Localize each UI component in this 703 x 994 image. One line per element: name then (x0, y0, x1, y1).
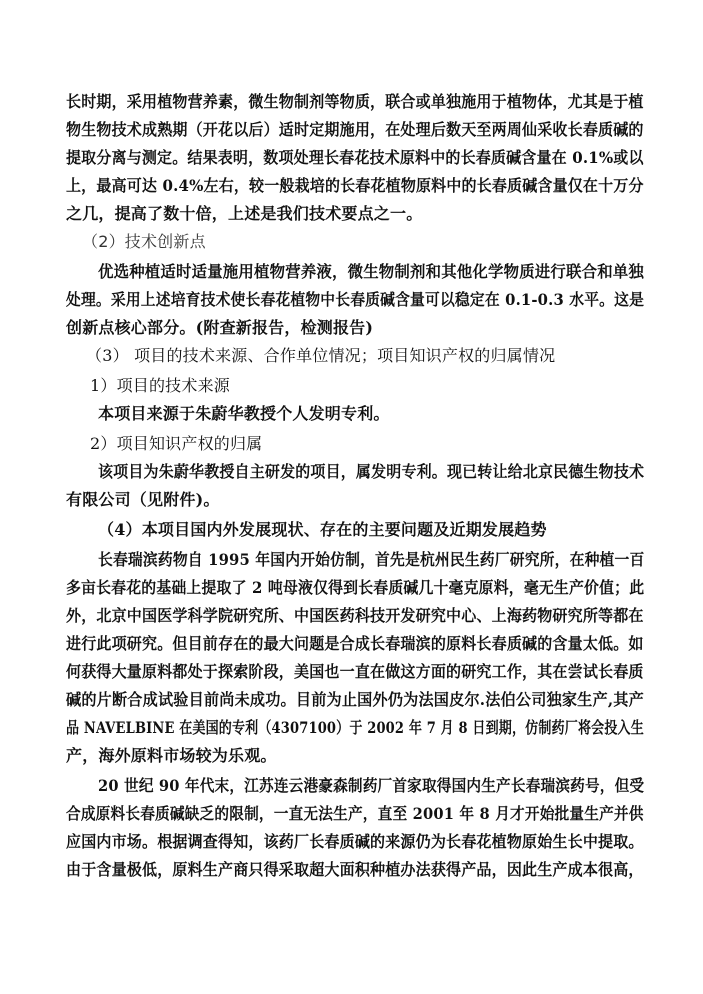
paragraph-line: 进行此项研究。但目前存在的最大问题是合成长春瑞滨的原料长春质碱的含量太低。如 (66, 634, 644, 653)
paragraph-line: 优选种植适时适量施用植物营养液，微生物制剂和其他化学物质进行联合和单独 (98, 262, 645, 281)
paragraph-line: 20 世纪 90 年代末，江苏连云港豪森制药厂首家取得国内生产长春瑞滨药号，但受 (98, 776, 645, 795)
paragraph-line: 之几，提高了数十倍，上述是我们技术要点之一。 (66, 204, 423, 223)
paragraph-line: 上，最高可达 0.4%左右，较一般栽培的长春花植物原料中的长春质碱含量仅在十万分 (66, 176, 644, 195)
paragraph-line: 多亩长春花的基础上提取了 2 吨母液仅得到长春质碱几十毫克原料，毫无生产价值；此 (66, 578, 645, 597)
paragraph-line: 该项目为朱蔚华教授自主研发的项目，属发明专利。现已转让给北京民德生物技术 (98, 462, 645, 481)
paragraph-line: 提取分离与测定。结果表明，数项处理长春花技术原料中的长春质碱含量在 0.1%或以 (66, 148, 644, 167)
paragraph-line: 由于含量极低，原料生产商只得采取超大面积种植办法获得产品，因此生产成本很高， (66, 860, 644, 879)
paragraph-line: 合成原料长春质碱缺乏的限制，一直无法生产，直至 2001 年 8 月才开始批量生产并供 (66, 804, 644, 823)
paragraph-line: 产，海外原料市场较为乐观。 (66, 746, 277, 765)
paragraph-line: 长时期，采用植物营养素，微生物制剂等物质，联合或单独施用于植物体，尤其是于植 (66, 92, 644, 111)
paragraph-line: 何获得大量原料都处于探索阶段，美国也一直在做这方面的研究工作，其在尝试长春质 (66, 662, 644, 681)
paragraph-line: 物生物技术成熟期（开花以后）适时定期施用，在处理后数天至两周仙采收长春质碱的 (66, 120, 644, 139)
paragraph-line: 碱的片断合成试验目前尚未成功。目前为止国外仍为法国皮尔.法伯公司独家生产,其产 (66, 690, 644, 709)
paragraph-line: 创新点核心部分。(附查新报告，检测报告) (66, 318, 374, 337)
section-heading-source: （3） 项目的技术来源、合作单位情况；项目知识产权的归属情况 (86, 346, 556, 365)
section-heading-status: （4）本项目国内外发展现状、存在的主要问题及近期发展趋势 (98, 520, 547, 539)
paragraph-line: 处理。采用上述培育技术使长春花植物中长春质碱含量可以稳定在 0.1-0.3 水平。这是 (66, 290, 645, 309)
subheading-ip-ownership: 2）项目知识产权的归属 (90, 434, 263, 453)
paragraph-line: 外，北京中国医学科学院研究所、中国医药科技开发研究中心、上海药物研究所等都在 (66, 606, 644, 625)
paragraph-line: 应国内市场。根据调查得知，该药厂长春质碱的来源仍为长春花植物原始生长中提取。 (66, 832, 644, 851)
section-heading-innovation: （2）技术创新点 (82, 232, 206, 251)
paragraph-line: 品 NAVELBINE 在美国的专利（4307100）于 2002 年 7 月 8 日到期，仿制药厂将会投入生 (66, 718, 644, 737)
paragraph-line: 长春瑞滨药物自 1995 年国内开始仿制，首先是杭州民生药厂研究所，在种植一百 (98, 550, 645, 569)
paragraph-line: 有限公司（见附件)。 (66, 490, 220, 509)
paragraph-line: 本项目来源于朱蔚华教授个人发明专利。 (98, 404, 390, 423)
subheading-tech-source: 1）项目的技术来源 (90, 376, 230, 395)
